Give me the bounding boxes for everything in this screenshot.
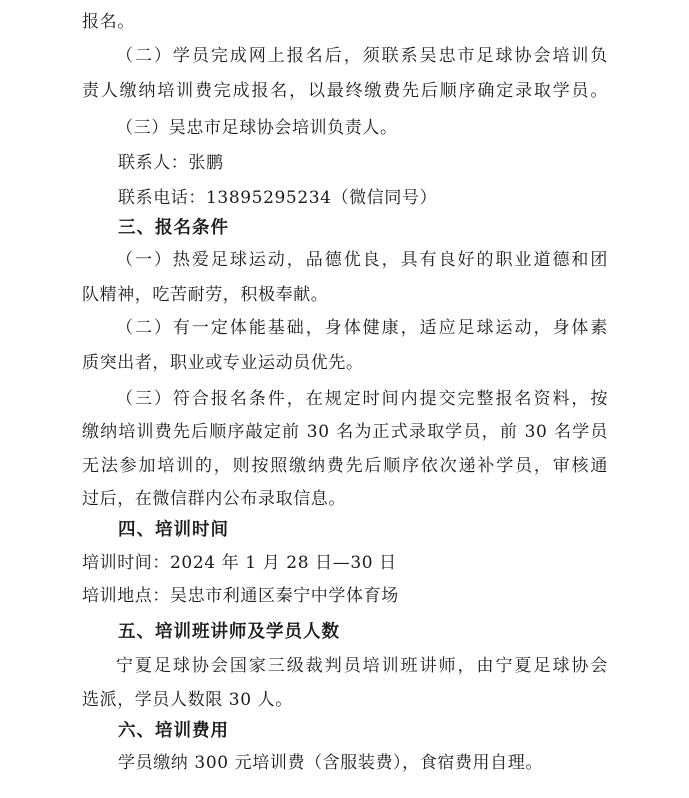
section-4-heading: 四、培训时间 bbox=[118, 520, 229, 540]
fee-text: 学员缴纳 300 元培训费（含服装费），食宿费用自理。 bbox=[118, 753, 543, 773]
training-location: 培训地点：吴忠市利通区秦宁中学体育场 bbox=[82, 586, 399, 606]
section-5-heading: 五、培训班讲师及学员人数 bbox=[118, 622, 340, 642]
condition-2-line-2: 质突出者，职业或专业运动员优先。 bbox=[82, 353, 364, 373]
contact-phone: 联系电话：13895295234（微信同号） bbox=[118, 188, 438, 208]
condition-3-line-1: （三）符合报名条件，在规定时间内提交完整报名资料，按 bbox=[116, 389, 608, 409]
item-2-line-2: 责人缴纳培训费完成报名，以最终缴费先后顺序确定录取学员。 bbox=[82, 81, 608, 101]
condition-1-line-1: （一）热爱足球运动，品德优良，具有良好的职业道德和团 bbox=[116, 250, 608, 270]
section-6-heading: 六、培训费用 bbox=[118, 721, 229, 741]
registration-tail-text: 报名。 bbox=[82, 12, 135, 32]
condition-3-line-4: 过后，在微信群内公布录取信息。 bbox=[82, 489, 346, 509]
item-2-line-1: （二）学员完成网上报名后，须联系吴忠市足球协会培训负 bbox=[116, 46, 608, 66]
condition-3-line-2: 缴纳培训费先后顺序敲定前 30 名为正式录取学员，前 30 名学员 bbox=[82, 422, 608, 442]
contact-person: 联系人：张鹏 bbox=[118, 153, 224, 173]
condition-1-line-2: 队精神，吃苦耐劳，积极奉献。 bbox=[82, 285, 329, 305]
condition-3-line-3: 无法参加培训的，则按照缴纳费先后顺序依次递补学员，审核通 bbox=[82, 456, 608, 476]
condition-2-line-1: （二）有一定体能基础，身体健康，适应足球运动，身体素 bbox=[116, 318, 608, 338]
section-3-heading: 三、报名条件 bbox=[118, 218, 229, 238]
training-time: 培训时间：2024 年 1 月 28 日—30 日 bbox=[82, 553, 397, 573]
lecturer-line-1: 宁夏足球协会国家三级裁判员培训班讲师，由宁夏足球协会 bbox=[116, 656, 608, 676]
lecturer-line-2: 选派，学员人数限 30 人。 bbox=[82, 690, 293, 710]
item-3-text: （三）吴忠市足球协会培训负责人。 bbox=[116, 118, 398, 138]
